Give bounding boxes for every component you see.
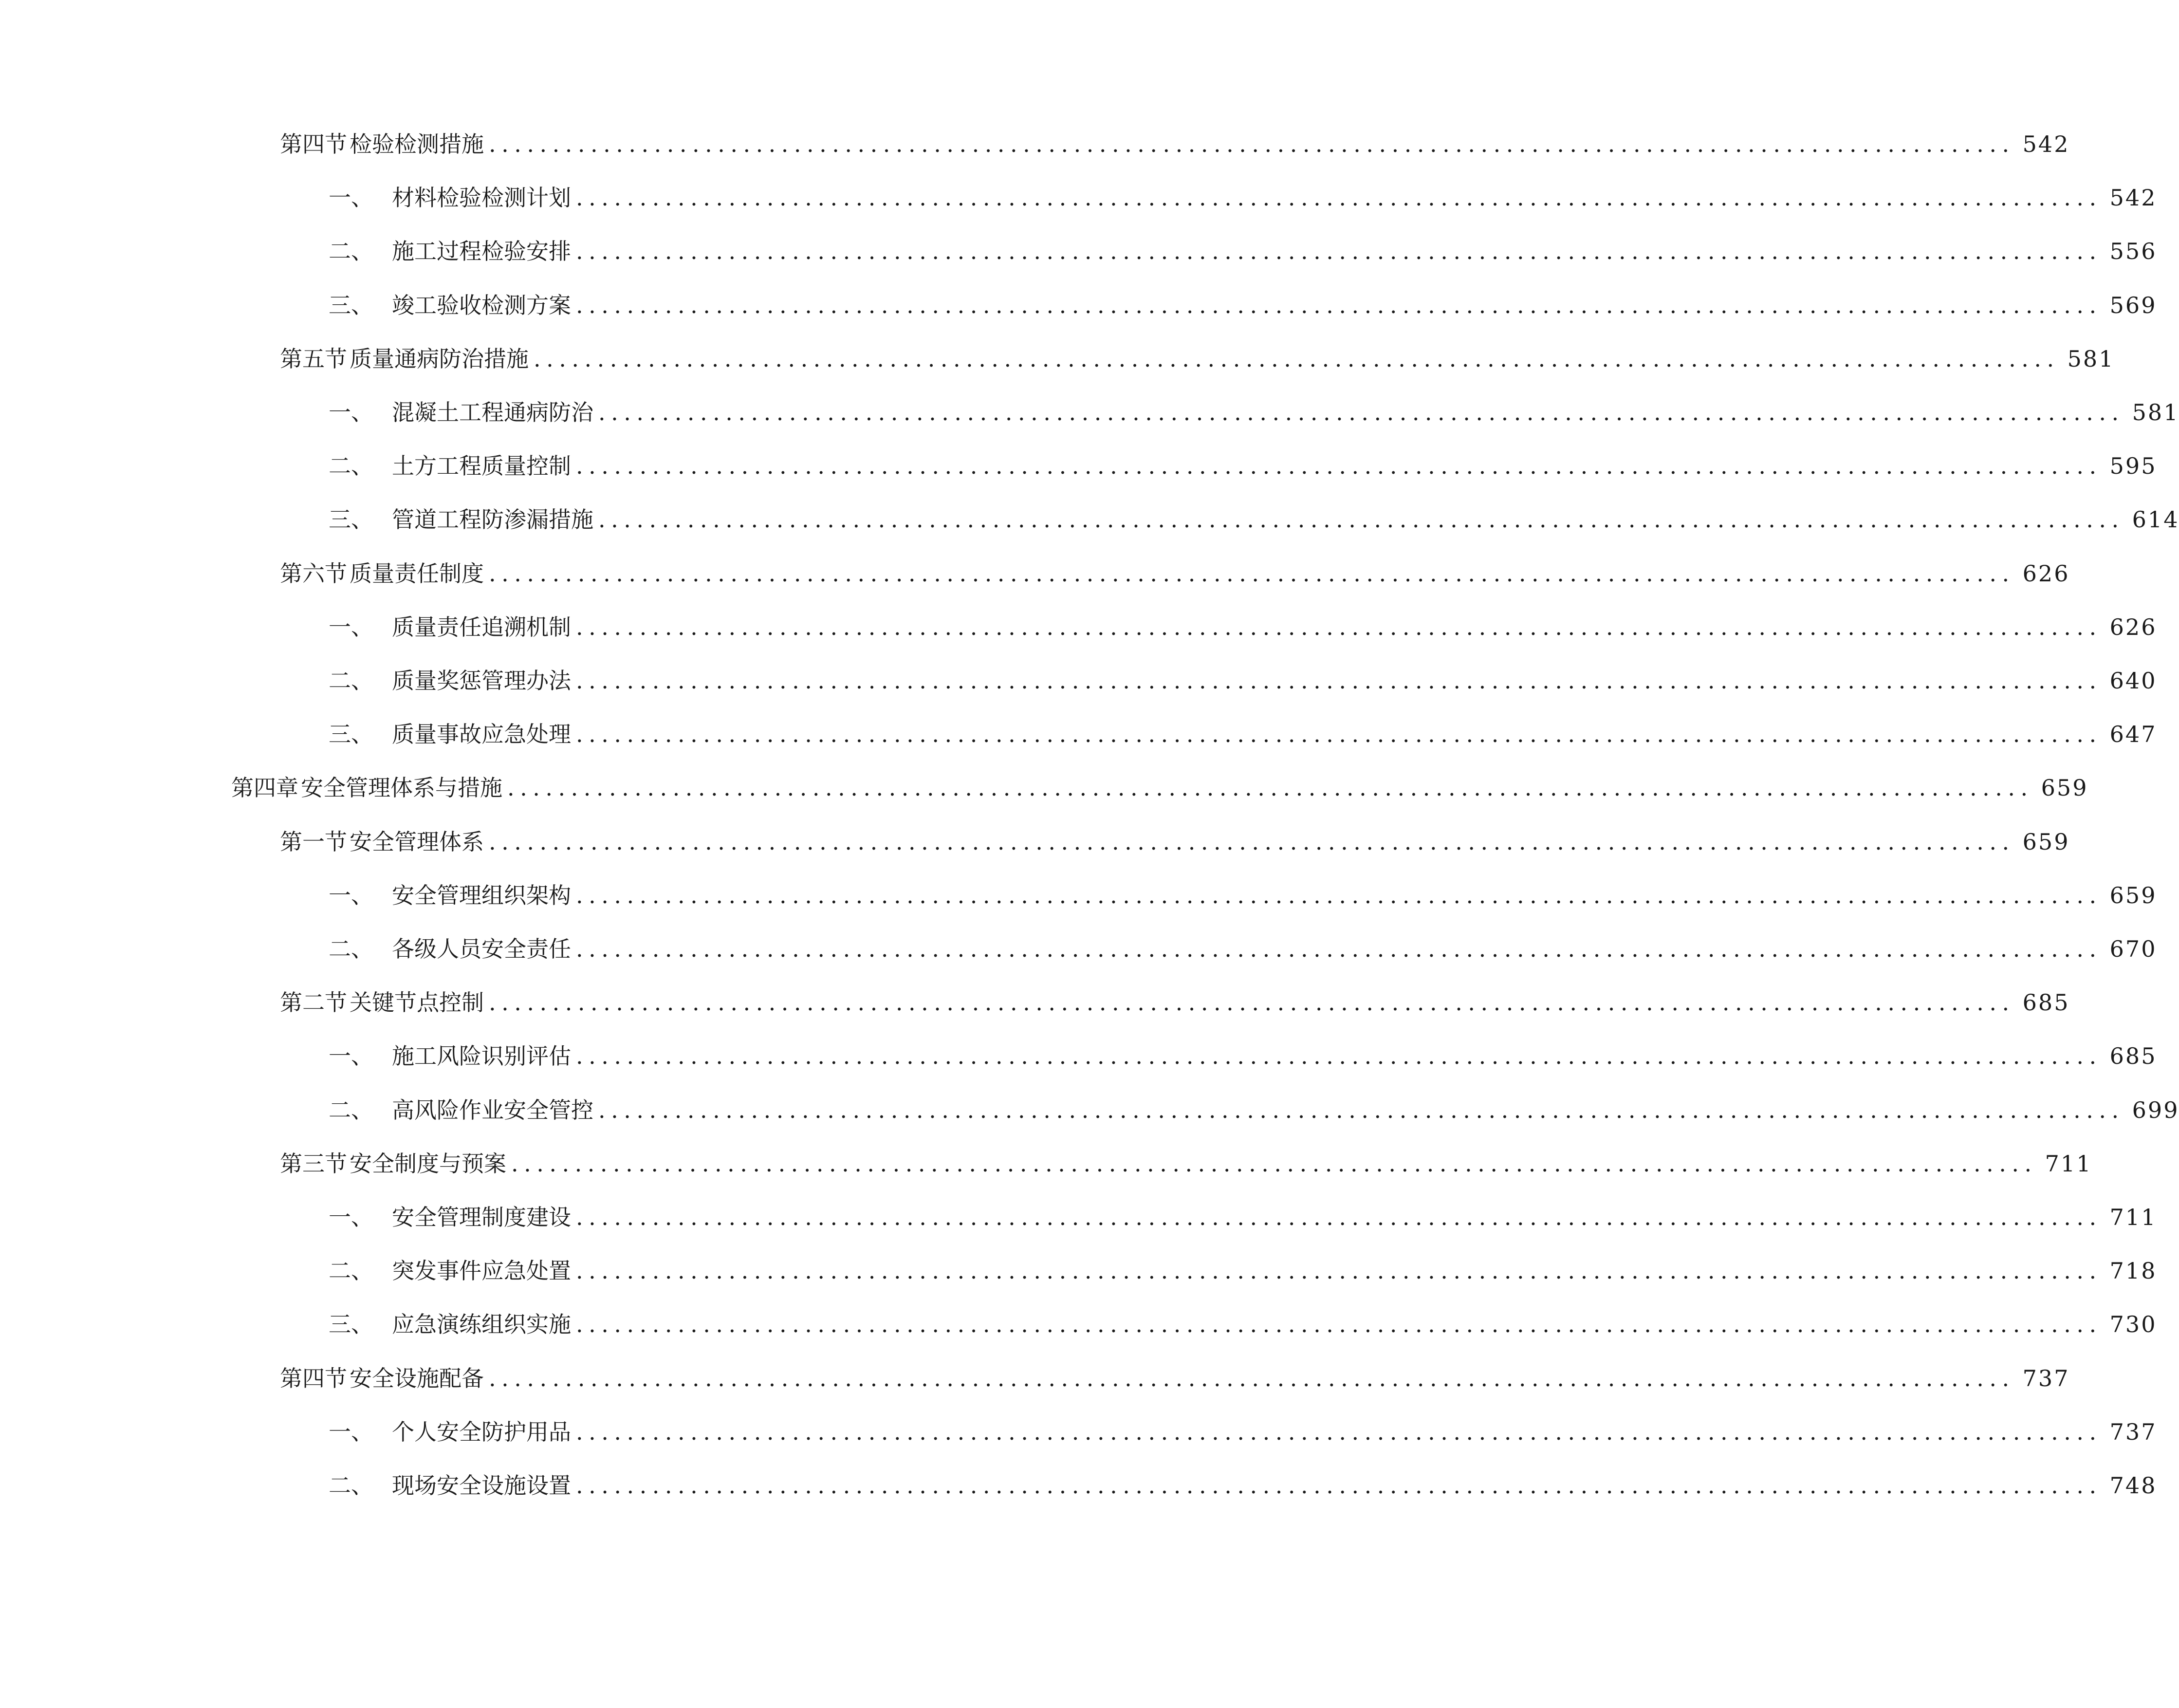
dot-leader: ........................................................................................................................ [576,936,2102,962]
toc-entry-page-number: 670 [2109,936,2157,962]
toc-entry[interactable] [329,876,2157,915]
toc-entry-page-number: 685 [2022,989,2070,1016]
toc-entry-title: 管道工程防渗漏措施 [392,506,593,533]
dot-leader: ........................................................................................................................ [489,1365,2015,1392]
toc-entry-number: 一、 [329,1418,373,1445]
toc-entry-title: 突发事件应急处置 [392,1258,571,1284]
toc-entry-page-number: 718 [2109,1258,2157,1284]
toc-entry-number: 第四章 [231,775,298,801]
toc-entry-page-number: 685 [2109,1043,2157,1070]
toc-entry-page-number: 581 [2067,345,2115,372]
toc-entry[interactable] [329,232,2157,271]
toc-entry[interactable] [329,393,2179,432]
toc-entry[interactable] [280,983,2070,1022]
toc-entry-number: 第六节 [280,560,347,587]
dot-leader: ........................................................................................................................ [576,1043,2102,1070]
toc-entry[interactable] [329,1466,2157,1505]
toc-entry-title: 混凝土工程通病防治 [392,399,593,426]
toc-entry-number: 第五节 [280,345,347,372]
dot-leader: ........................................................................................................................ [534,345,2060,372]
toc-entry-page-number: 640 [2109,668,2157,694]
toc-entry[interactable] [329,1037,2157,1076]
toc-entry-title: 应急演练组织实施 [392,1311,571,1338]
toc-entry[interactable] [280,125,2070,164]
toc-entry-title: 施工过程检验安排 [392,238,571,265]
dot-leader: ........................................................................................................................ [576,1258,2102,1284]
toc-entry-number: 三、 [329,1311,373,1338]
toc-entry-page-number: 659 [2041,775,2088,801]
toc-entry-number: 第一节 [280,828,347,855]
toc-entry-number: 一、 [329,1204,373,1230]
toc-entry-number: 第四节 [280,131,347,157]
toc-entry-number: 第四节 [280,1365,347,1392]
toc-entry-title: 施工风险识别评估 [392,1043,571,1070]
toc-entry-title: 质量责任追溯机制 [392,613,571,640]
dot-leader: ........................................................................................................................ [489,989,2015,1016]
toc-entry[interactable] [329,1091,2179,1130]
toc-entry-number: 一、 [329,1043,373,1070]
toc-entry-page-number: 556 [2109,238,2157,265]
toc-entry[interactable] [280,554,2070,593]
toc-entry-title: 竣工验收检测方案 [392,292,571,318]
toc-entry-page-number: 659 [2109,882,2157,909]
toc-entry[interactable] [329,1251,2157,1290]
toc-entry-page-number: 711 [2045,1150,2092,1177]
toc-entry-number: 一、 [329,613,373,640]
toc-entry-page-number: 730 [2109,1311,2157,1338]
toc-entry-title: 安全管理体系与措施 [301,775,502,801]
dot-leader: ........................................................................................................................ [598,399,2124,426]
toc-entry-number: 一、 [329,185,373,211]
dot-leader: ........................................................................................................................ [576,668,2102,694]
dot-leader: ........................................................................................................................ [507,775,2033,801]
dot-leader: ........................................................................................................................ [576,238,2102,265]
toc-entry[interactable] [280,1144,2092,1183]
toc-entry-title: 安全设施配备 [350,1365,484,1392]
dot-leader: ........................................................................................................................ [511,1150,2037,1177]
dot-leader: ........................................................................................................................ [598,506,2124,533]
toc-entry-title: 土方工程质量控制 [392,453,571,480]
toc-entry-number: 二、 [329,668,373,694]
toc-entry[interactable] [329,608,2157,647]
toc-entry-page-number: 659 [2022,828,2070,855]
toc-entry-page-number: 737 [2109,1418,2157,1445]
toc-entry[interactable] [329,446,2157,485]
toc-entry[interactable] [329,1305,2157,1344]
toc-entry-title: 质量责任制度 [350,560,484,587]
toc-entry[interactable] [329,1198,2157,1237]
dot-leader: ........................................................................................................................ [576,1204,2102,1230]
toc-entry-number: 一、 [329,399,373,426]
dot-leader: ........................................................................................................................ [489,131,2015,157]
dot-leader: ........................................................................................................................ [576,613,2102,640]
toc-entry[interactable] [280,822,2070,861]
toc-entry-page-number: 626 [2109,613,2157,640]
toc-entry-number: 一、 [329,882,373,909]
toc-entry-title: 现场安全设施设置 [392,1472,571,1499]
dot-leader: ........................................................................................................................ [576,1472,2102,1499]
toc-entry-number: 二、 [329,1472,373,1499]
toc-entry-title: 检验检测措施 [350,131,484,157]
toc-entry-number: 二、 [329,453,373,480]
dot-leader: ........................................................................................................................ [489,828,2015,855]
toc-entry-number: 三、 [329,721,373,748]
toc-entry[interactable] [329,929,2157,968]
toc-entry-page-number: 569 [2109,292,2157,318]
toc-entry[interactable] [329,661,2157,700]
toc-entry-page-number: 711 [2109,1204,2157,1230]
dot-leader: ........................................................................................................................ [598,1096,2124,1123]
toc-entry-page-number: 647 [2109,721,2157,748]
toc-entry-page-number: 581 [2132,399,2179,426]
toc-entry-title: 安全制度与预案 [350,1150,506,1177]
toc-entry-title: 高风险作业安全管控 [392,1096,593,1123]
dot-leader: ........................................................................................................................ [576,882,2102,909]
toc-entry-title: 质量通病防治措施 [350,345,529,372]
dot-leader: ........................................................................................................................ [576,721,2102,748]
toc-entry-number: 二、 [329,936,373,962]
toc-entry-page-number: 595 [2109,453,2157,480]
toc-entry-page-number: 542 [2109,185,2157,211]
dot-leader: ........................................................................................................................ [576,292,2102,318]
toc-entry[interactable] [329,500,2179,539]
toc-entry-page-number: 542 [2022,131,2070,157]
toc-entry-page-number: 626 [2022,560,2070,587]
toc-entry[interactable] [280,339,2115,378]
dot-leader: ........................................................................................................................ [576,453,2102,480]
toc-entry-title: 质量事故应急处理 [392,721,571,748]
toc-entry-number: 二、 [329,1096,373,1123]
toc-entry[interactable] [329,715,2157,754]
dot-leader: ........................................................................................................................ [576,185,2102,211]
toc-entry-number: 第二节 [280,989,347,1016]
toc-entry-title: 安全管理制度建设 [392,1204,571,1230]
toc-entry-title: 关键节点控制 [350,989,484,1016]
toc-entry-number: 第三节 [280,1150,347,1177]
toc-entry-title: 个人安全防护用品 [392,1418,571,1445]
toc-entry-title: 安全管理体系 [350,828,484,855]
toc-entry[interactable] [329,286,2157,325]
toc-entry-number: 二、 [329,238,373,265]
toc-entry-number: 三、 [329,292,373,318]
toc-entry[interactable] [280,1359,2070,1398]
toc-entry-number: 二、 [329,1258,373,1284]
toc-entry-page-number: 748 [2109,1472,2157,1499]
toc-entry-number: 三、 [329,506,373,533]
toc-entry[interactable] [329,1412,2157,1451]
toc-entry-title: 安全管理组织架构 [392,882,571,909]
dot-leader: ........................................................................................................................ [489,560,2015,587]
toc-entry[interactable] [231,768,2088,807]
toc-entry-page-number: 614 [2132,506,2179,533]
dot-leader: ........................................................................................................................ [576,1418,2102,1445]
toc-entry-page-number: 699 [2132,1096,2179,1123]
toc-entry-title: 材料检验检测计划 [392,185,571,211]
toc-entry[interactable] [329,178,2157,217]
toc-entry-title: 质量奖惩管理办法 [392,668,571,694]
toc-entry-title: 各级人员安全责任 [392,936,571,962]
toc-entry-page-number: 737 [2022,1365,2070,1392]
dot-leader: ........................................................................................................................ [576,1311,2102,1338]
